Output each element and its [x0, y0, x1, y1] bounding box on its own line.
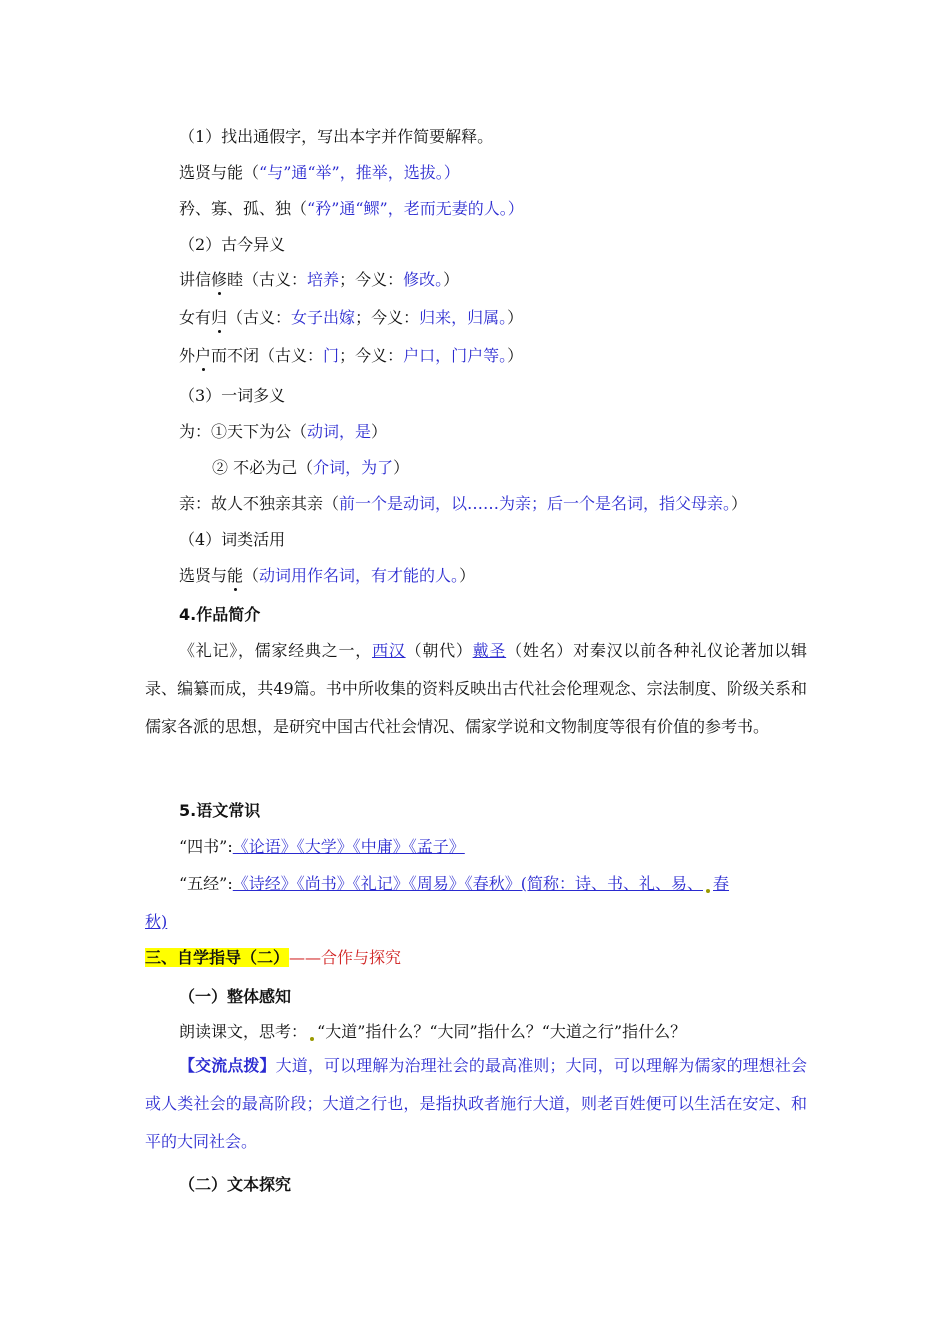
- section-heading-huoyong: （4）词类活用: [179, 530, 286, 549]
- question-line: 朗读课文，思考： “大道”指什么？“大同”指什么？“大道之行”指什么？: [179, 1022, 687, 1041]
- duoyi-item: ② 不必为己（介词，为了）: [212, 458, 410, 477]
- section-heading-common: 5.语文常识: [179, 801, 261, 820]
- link-daisheng[interactable]: 戴圣: [472, 641, 507, 660]
- emphasis-dot-char: 归: [211, 308, 228, 327]
- subheading-overall: （一）整体感知: [179, 987, 292, 1006]
- sishu-line: “四书”:《论语》《大学》《中庸》《孟子》: [179, 837, 465, 856]
- gujin-item: 女有归（古义：女子出嫁；今义：归来，归属。）: [179, 308, 524, 327]
- highlighted-heading: 三、自学指导（二）: [145, 948, 290, 967]
- gujin-item: 外户而不闭（古义：门；今义：户口，门户等。）: [179, 346, 524, 365]
- guide-heading: 三、自学指导（二）——合作与探究: [145, 948, 402, 967]
- gujin-item: 讲信修睦（古义：培养；今义：修改。）: [179, 270, 460, 289]
- marker-dot: [310, 1037, 314, 1041]
- link-xihan[interactable]: 西汉: [372, 641, 406, 660]
- section-heading-tongjia: （1）找出通假字，写出本字并作简要解释。: [179, 127, 494, 146]
- emphasis-dot-char: 户: [195, 346, 212, 365]
- section-heading-duoyi: （3）一词多义: [179, 386, 286, 405]
- tongjia-item: 矜、寡、孤、独（“矜”通“鳏”，老而无妻的人。）: [179, 199, 524, 218]
- marker-dot: [706, 889, 710, 893]
- duoyi-item: 亲：故人不独亲其亲（前一个是动词，以……为亲；后一个是名词，指父母亲。）: [179, 494, 748, 513]
- section-heading-intro: 4.作品简介: [179, 605, 261, 624]
- emphasis-dot-char: 修: [211, 270, 228, 289]
- intro-paragraph: 《礼记》，儒家经典之一，西汉（朝代）戴圣（姓名）对秦汉以前各种礼仪论著加以辑录、编纂而成，共49篇。书中所收集的资料反映出古代社会伦理观念、宗法制度、阶级关系和儒家各派的思想，是研究中国古代社会情况、儒家学说和文物制度等很有价值的参考书。: [145, 641, 807, 736]
- link-wujing[interactable]: 《诗经》《尚书》《礼记》《周易》《春秋》(简称：诗、书、礼、易、: [232, 874, 704, 893]
- wujing-line-cont: [145, 911, 167, 933]
- tongjia-item: 选贤与能（“与”通“举”，推举，选拔。）: [179, 163, 460, 182]
- link-sishu[interactable]: 《论语》《大学》《中庸》《孟子》: [232, 837, 465, 856]
- subheading-text-study: （二）文本探究: [179, 1175, 292, 1194]
- answer-label: 【交流点拨】: [179, 1056, 276, 1075]
- emphasis-dot-char: 能: [227, 566, 244, 585]
- duoyi-item: 为：①天下为公（动词，是）: [179, 422, 388, 441]
- link-wujing-cont[interactable]: 春: [713, 874, 730, 893]
- huoyong-item: 选贤与能（动词用作名词，有才能的人。）: [179, 566, 476, 585]
- link-wujing-end[interactable]: 秋): [145, 912, 168, 931]
- answer-paragraph: 【交流点拨】大道，可以理解为治理社会的最高准则；大同，可以理解为儒家的理想社会或人类社会的最高阶段；大道之行也，是指执政者施行大道，则老百姓便可以生活在安定、和平的大同社会。: [145, 1056, 807, 1151]
- wujing-line: “五经”:《诗经》《尚书》《礼记》《周易》《春秋》(简称：诗、书、礼、易、 春: [179, 874, 730, 893]
- section-heading-gujin: （2）古今异义: [179, 235, 286, 254]
